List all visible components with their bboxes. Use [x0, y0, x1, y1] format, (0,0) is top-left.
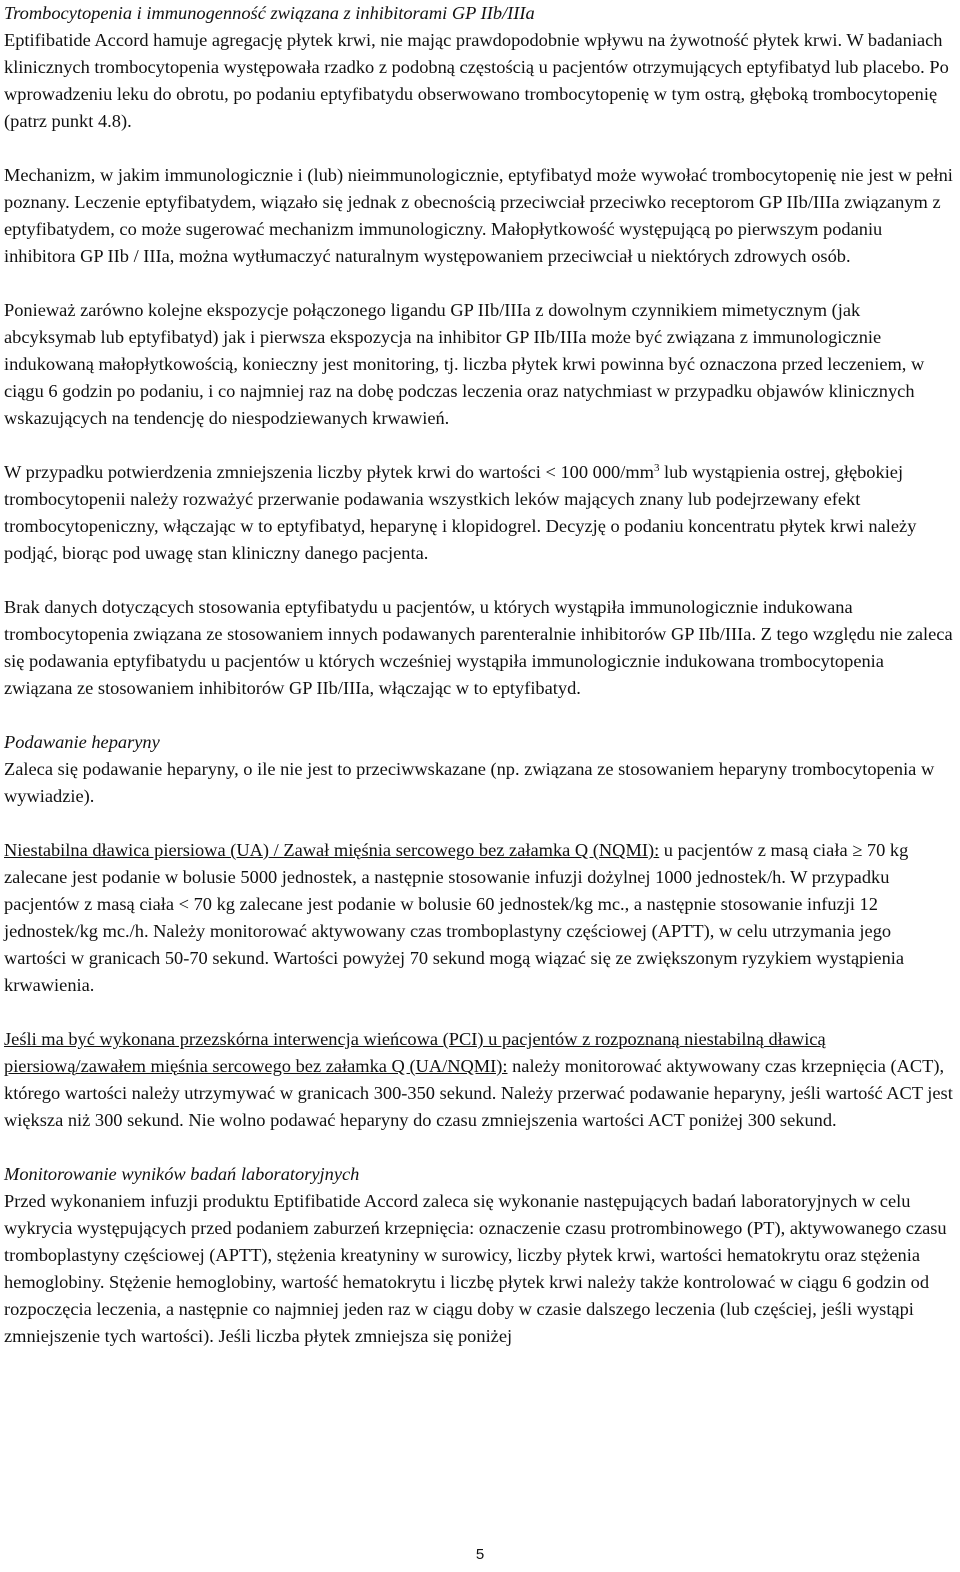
pci-text: należy monitorować aktywowany czas krzepnięcia (ACT), którego wartości należy utrzymywać w granicach 300-350 sekund. Należy przerwać podawanie heparyny, jeśli wartość ACT jest większa niż 300 sekund. Nie wolno podawać heparyny do czasu zmniejszenia wartości ACT poniżej 300 sekund.	[4, 1056, 953, 1130]
platelet-threshold-text: W przypadku potwierdzenia zmniejszenia liczby płytek krwi do wartości < 100 000/mm	[4, 462, 654, 482]
paragraph-lab-monitoring: Przed wykonaniem infuzji produktu Eptifibatide Accord zaleca się wykonanie następujących badań laboratoryjnych w celu wykrycia występujących przed podaniem zaburzeń krzepnięcia: oznaczenie czasu protrombinowego (PT), aktywowanego czasu tromboplastyny częściowej (APTT), stężenia kreatyniny w surowicy, liczby płytek krwi, wartości hematokrytu oraz stężenia hemoglobiny. Stężenie hemoglobiny, wartość hematokrytu i liczbę płytek krwi należy także kontrolować w ciągu 6 godzin od rozpoczęcia leczenia, a następnie co najmniej jeden raz w ciągu doby w czasie dalszego leczenia (lub częściej, jeśli wystąpi zmniejszenie tych wartości). Jeśli liczba płytek zmniejsza się poniżej	[4, 1191, 947, 1346]
paragraph-thrombocytopenia-intro: Eptifibatide Accord hamuje agregację płytek krwi, nie mając prawdopodobnie wpływu na żywotność płytek krwi. W badaniach klinicznych trombocytopenia występowała rzadko z podobną częstością u pacjentów otrzymujących eptyfibatyd lub placebo. Po wprowadzeniu leku do obrotu, po podaniu eptyfibatydu obserwowano trombocytopenię w tym ostrą, głęboką trombocytopenię (patrz punkt 4.8).	[4, 30, 949, 131]
paragraph-platelet-decrease	[4, 459, 956, 567]
page-number: 5	[475, 1546, 485, 1563]
superscript-exponent: 3	[653, 461, 660, 474]
paragraph-no-data: Brak danych dotyczących stosowania eptyfibatydu u pacjentów, u których wystąpiła immunologicznie indukowana trombocytopenia związana ze stosowaniem innych podawanych parenteralnie inhibitorów GP IIb/IIIa. Z tego względu nie zaleca się podawania eptyfibatydu u pacjentów u których wcześniej wystąpiła immunologicznie indukowana trombocytopenia związana ze stosowaniem inhibitorów GP IIb/IIIa, włączając w to eptyfibatyd.	[4, 597, 953, 698]
underlined-ua-nqmi-label: Niestabilna dławica piersiowa (UA) / Zawał mięśnia sercowego bez załamka Q (NQMI):	[4, 840, 660, 860]
document-page	[4, 0, 956, 1350]
paragraph-pci	[4, 1026, 956, 1134]
platelet-decrease-rest: lub wystąpienia ostrej, głębokiej trombocytopenii należy rozważyć przerwanie podawania wszystkich leków mających znany lub podejrzewany efekt trombocytopeniczny, włączając w to eptyfibatyd, heparynę i klopidogrel. Decyzję o podaniu koncentratu płytek krwi należy podjąć, biorąc pod uwagę stan kliniczny danego pacjenta.	[4, 462, 917, 563]
paragraph-mechanism: Mechanizm, w jakim immunologicznie i (lub) nieimmunologicznie, eptyfibatyd może wywołać trombocytopenię nie jest w pełni poznany. Leczenie eptyfibatydem, wiązało się jednak z obecnością przeciwciał przeciwko receptorom GP IIb/IIIa związanym z eptyfibatydem, co może sugerować mechanizm immunologiczny. Małopłytkowość występującą po pierwszym podaniu inhibitora GP IIb / IIIa, można wytłumaczyć naturalnym występowaniem przeciwciał u niektórych zdrowych osób.	[4, 165, 953, 266]
section-heading-heparin: Podawanie heparyny	[4, 732, 160, 752]
paragraph-ua-nqmi	[4, 837, 956, 999]
underlined-pci-label: Jeśli ma być wykonana przezskórna interwencja wieńcowa (PCI) u pacjentów z rozpoznaną niestabilną dławicą piersiową/zawałem mięśnia sercowego bez załamka Q (UA/NQMI):	[4, 1029, 826, 1076]
section-lab-monitoring	[4, 1161, 956, 1350]
section-heading-lab-monitoring: Monitorowanie wyników badań laboratoryjnych	[4, 1164, 360, 1184]
ua-nqmi-text: u pacjentów z masą ciała ≥ 70 kg zalecane jest podanie w bolusie 5000 jednostek, a następnie stosowanie infuzji dożylnej 1000 jednostek/h. W przypadku pacjentów z masą ciała < 70 kg zalecane jest podanie w bolusie 60 jednostek/kg mc., a następnie stosowanie infuzji 12 jednostek/kg mc./h. Należy monitorować aktywowany czas tromboplastyny częściowej (APTT), w celu utrzymania jego wartości w granicach 50-70 sekund. Wartości powyżej 70 sekund mogą wiązać się ze zwiększonym ryzykiem wystąpienia krwawienia.	[4, 840, 909, 995]
paragraph-monitoring-exposure: Ponieważ zarówno kolejne ekspozycje połączonego ligandu GP IIb/IIIa z dowolnym czynnikiem mimetycznym (jak abcyksymab lub eptyfibatyd) jak i pierwsza ekspozycja na inhibitor GP IIb/IIIa może być związana z immunologicznie indukowaną małopłytkowością, konieczny jest monitoring, tj. liczba płytek krwi powinna być oznaczona przed leczeniem, w ciągu 6 godzin po podaniu, i co najmniej raz na dobę podczas leczenia oraz natychmiast w przypadku objawów klinicznych wskazujących na tendencję do niespodziewanych krwawień.	[4, 300, 925, 428]
section-heparin	[4, 729, 956, 810]
paragraph-heparin-recommendation: Zaleca się podawanie heparyny, o ile nie jest to przeciwwskazane (np. związana ze stosowaniem heparyny trombocytopenia w wywiadzie).	[4, 759, 935, 806]
section-thrombocytopenia	[4, 0, 956, 135]
section-heading-thrombocytopenia: Trombocytopenia i immunogenność związana z inhibitorami GP IIb/IIIa	[4, 3, 535, 23]
